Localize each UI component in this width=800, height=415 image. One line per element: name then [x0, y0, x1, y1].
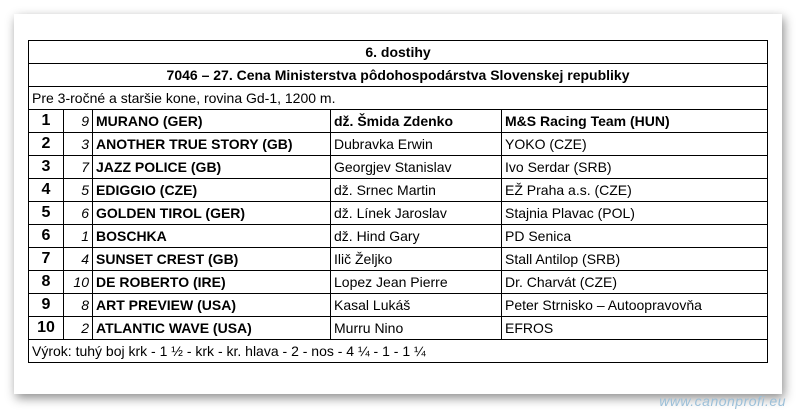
race-outcome: Výrok: tuhý boj krk - 1 ½ - krk - kr. hlava - 2 - nos - 4 ¼ - 1 - 1 ¼ [29, 340, 768, 363]
jockey-cell: dž. Šmida Zdenko [331, 110, 502, 133]
watermark-text: www.canonprofi.eu [659, 393, 786, 409]
owner-cell: EFROS [502, 317, 768, 340]
owner-cell: YOKO (CZE) [502, 133, 768, 156]
position-cell: 8 [29, 271, 64, 294]
position-cell: 2 [29, 133, 64, 156]
result-row [29, 317, 768, 340]
result-row [29, 110, 768, 133]
result-row [29, 156, 768, 179]
horse-name-cell: SUNSET CREST (GB) [93, 248, 331, 271]
race-conditions: Pre 3-ročné a staršie kone, rovina Gd-1, 1200 m. [29, 87, 768, 110]
horse-name-cell: MURANO (GER) [93, 110, 331, 133]
result-row [29, 271, 768, 294]
jockey-cell: Ilič Željko [331, 248, 502, 271]
jockey-cell: dž. Línek Jaroslav [331, 202, 502, 225]
position-cell: 1 [29, 110, 64, 133]
jockey-cell: Lopez Jean Pierre [331, 271, 502, 294]
result-row [29, 133, 768, 156]
horse-name-cell: JAZZ POLICE (GB) [93, 156, 331, 179]
start-number-cell: 1 [64, 225, 93, 248]
result-row [29, 248, 768, 271]
horse-name-cell: ART PREVIEW (USA) [93, 294, 331, 317]
horse-name-cell: ATLANTIC WAVE (USA) [93, 317, 331, 340]
position-cell: 6 [29, 225, 64, 248]
result-row [29, 294, 768, 317]
owner-cell: Dr. Charvát (CZE) [502, 271, 768, 294]
owner-cell: Ivo Serdar (SRB) [502, 156, 768, 179]
position-cell: 10 [29, 317, 64, 340]
horse-name-cell: BOSCHKA [93, 225, 331, 248]
result-row [29, 179, 768, 202]
start-number-cell: 4 [64, 248, 93, 271]
jockey-cell: dž. Hind Gary [331, 225, 502, 248]
position-cell: 3 [29, 156, 64, 179]
results-card [14, 14, 782, 394]
horse-name-cell: GOLDEN TIROL (GER) [93, 202, 331, 225]
position-cell: 4 [29, 179, 64, 202]
result-row [29, 225, 768, 248]
horse-name-cell: DE ROBERTO (IRE) [93, 271, 331, 294]
start-number-cell: 7 [64, 156, 93, 179]
jockey-cell: Dubravka Erwin [331, 133, 502, 156]
jockey-cell: Murru Nino [331, 317, 502, 340]
jockey-cell: dž. Srnec Martin [331, 179, 502, 202]
start-number-cell: 3 [64, 133, 93, 156]
owner-cell: PD Senica [502, 225, 768, 248]
race-name: 7046 – 27. Cena Ministerstva pôdohospodárstva Slovenskej republiky [29, 64, 768, 87]
start-number-cell: 5 [64, 179, 93, 202]
owner-cell: EŽ Praha a.s. (CZE) [502, 179, 768, 202]
horse-name-cell: ANOTHER TRUE STORY (GB) [93, 133, 331, 156]
position-cell: 5 [29, 202, 64, 225]
results-table [28, 40, 768, 363]
start-number-cell: 9 [64, 110, 93, 133]
start-number-cell: 6 [64, 202, 93, 225]
race-title: 6. dostihy [29, 41, 768, 64]
start-number-cell: 8 [64, 294, 93, 317]
horse-name-cell: EDIGGIO (CZE) [93, 179, 331, 202]
position-cell: 7 [29, 248, 64, 271]
result-row [29, 202, 768, 225]
owner-cell: Stajnia Plavac (POL) [502, 202, 768, 225]
owner-cell: Peter Strnisko – Autoopravovňa [502, 294, 768, 317]
start-number-cell: 2 [64, 317, 93, 340]
owner-cell: M&S Racing Team (HUN) [502, 110, 768, 133]
jockey-cell: Georgjev Stanislav [331, 156, 502, 179]
start-number-cell: 10 [64, 271, 93, 294]
owner-cell: Stall Antilop (SRB) [502, 248, 768, 271]
position-cell: 9 [29, 294, 64, 317]
jockey-cell: Kasal Lukáš [331, 294, 502, 317]
